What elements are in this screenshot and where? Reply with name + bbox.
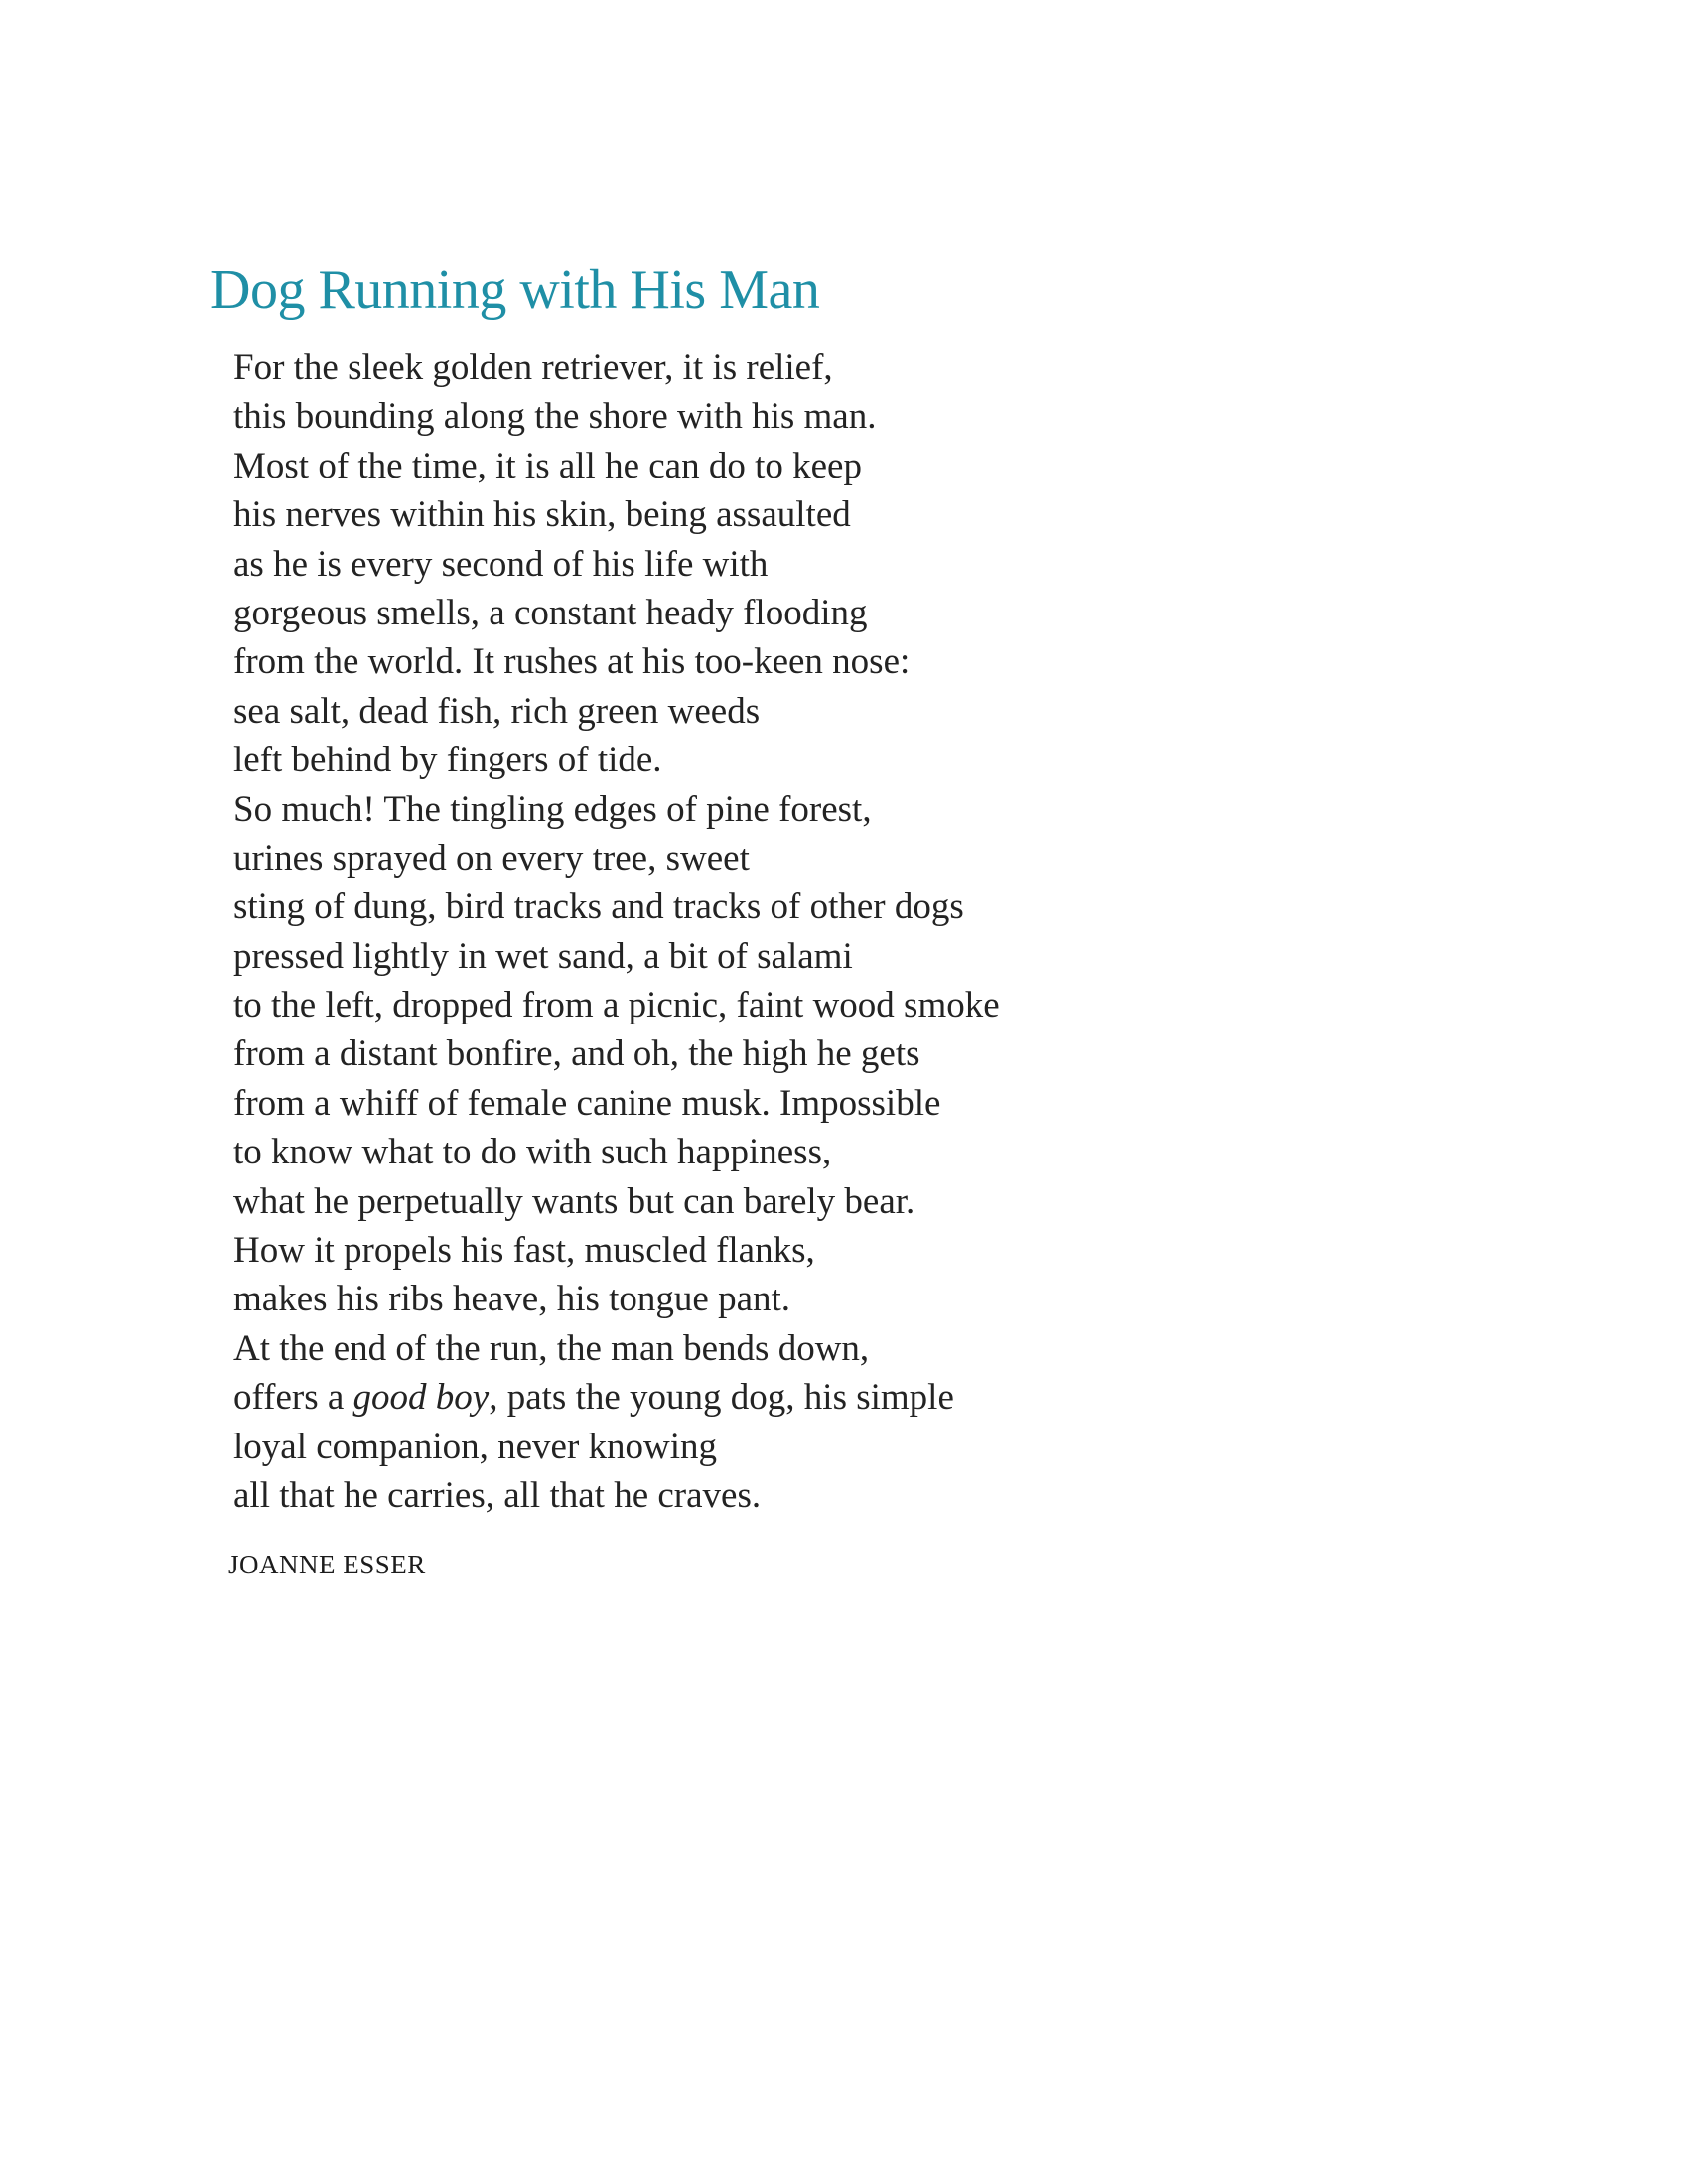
poem-line: as he is every second of his life with bbox=[233, 543, 769, 585]
poem-body bbox=[233, 343, 1000, 1520]
poem-line-text: , pats the young dog, his simple bbox=[489, 1377, 954, 1419]
poem-line: loyal companion, never knowing bbox=[233, 1426, 718, 1467]
poem-line: what he perpetually wants but can barely bear. bbox=[233, 1180, 915, 1222]
poem-line: from the world. It rushes at his too-keen nose: bbox=[233, 641, 911, 683]
poem-line: How it propels his fast, muscled flanks, bbox=[233, 1230, 815, 1272]
poem-line: sea salt, dead fish, rich green weeds bbox=[233, 690, 761, 732]
poem-line: pressed lightly in wet sand, a bit of salami bbox=[233, 935, 853, 977]
poem-line: sting of dung, bird tracks and tracks of other dogs bbox=[233, 887, 964, 928]
poem-line bbox=[233, 1373, 1000, 1422]
poem-line: his nerves within his skin, being assaulted bbox=[233, 494, 851, 536]
poem-line: to the left, dropped from a picnic, faint wood smoke bbox=[233, 985, 1000, 1026]
poem-line-emphasis: good boy bbox=[352, 1377, 490, 1419]
poem-line-text: offers a bbox=[233, 1377, 353, 1419]
poem-line: left behind by fingers of tide. bbox=[233, 740, 662, 781]
poem-line: gorgeous smells, a constant heady flooding bbox=[233, 592, 868, 633]
poem-line: this bounding along the shore with his man. bbox=[233, 396, 877, 438]
poem-author: JOANNE ESSER bbox=[228, 1550, 426, 1579]
poem-line: For the sleek golden retriever, it is relief, bbox=[233, 347, 833, 388]
poem-line: makes his ribs heave, his tongue pant. bbox=[233, 1279, 791, 1320]
poem-line: from a whiff of female canine musk. Impossible bbox=[233, 1082, 941, 1124]
poem-line: urines sprayed on every tree, sweet bbox=[233, 837, 750, 879]
poem-line: from a distant bonfire, and oh, the high he gets bbox=[233, 1033, 920, 1075]
poem-line: to know what to do with such happiness, bbox=[233, 1132, 832, 1173]
poem-line: Most of the time, it is all he can do to keep bbox=[233, 445, 862, 486]
poem-line: At the end of the run, the man bends down, bbox=[233, 1327, 870, 1369]
poem-line: So much! The tingling edges of pine forest, bbox=[233, 788, 872, 830]
poem-title: Dog Running with His Man bbox=[211, 259, 820, 321]
poem-line: all that he carries, all that he craves. bbox=[233, 1474, 762, 1516]
